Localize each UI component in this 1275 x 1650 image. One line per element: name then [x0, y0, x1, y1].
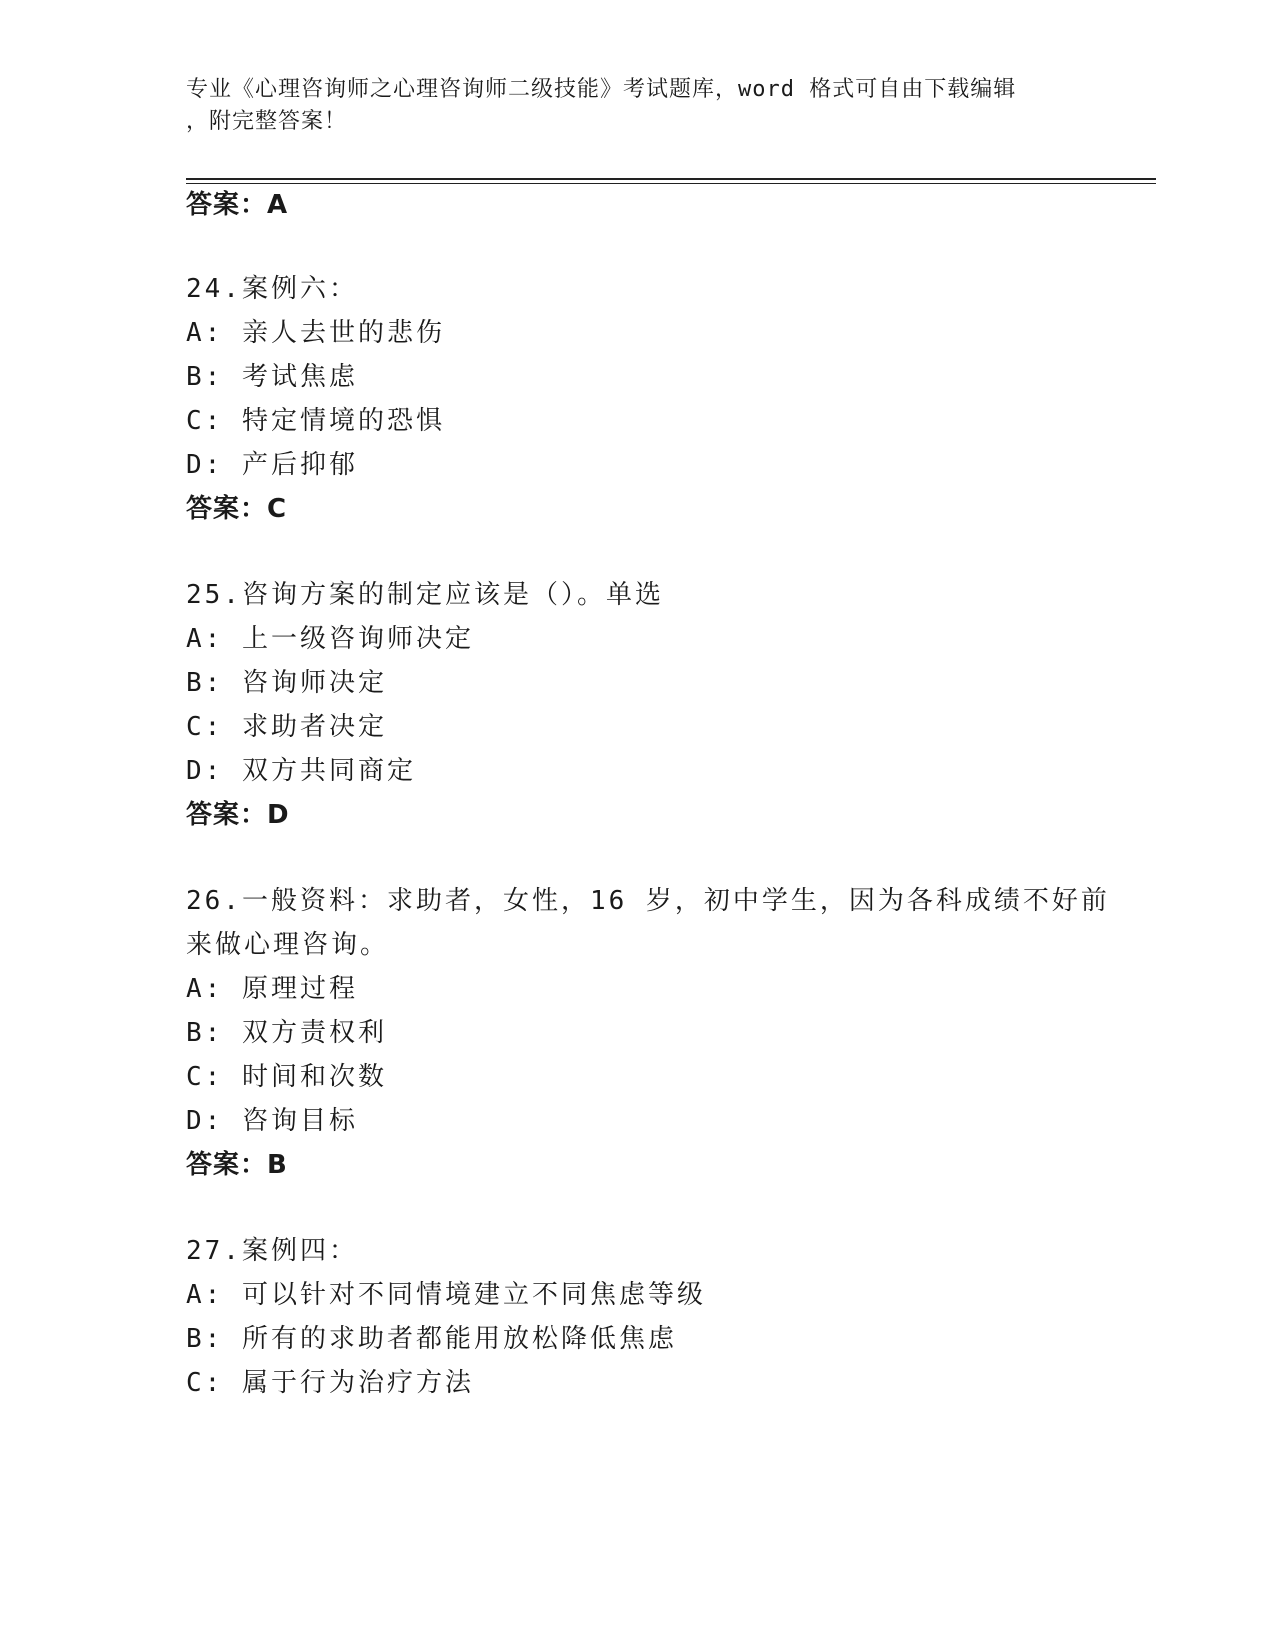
header-rule-thin — [186, 183, 1156, 184]
option-c: C: 时间和次数 — [186, 1062, 387, 1092]
option-b: B: 咨询师决定 — [186, 668, 387, 698]
option-a: A: 亲人去世的悲伤 — [186, 318, 445, 348]
option-a: A: 可以针对不同情境建立不同焦虑等级 — [186, 1280, 706, 1310]
answer-line: 答案：B — [186, 1150, 288, 1180]
option-a: A: 原理过程 — [186, 974, 358, 1004]
header-line-2: ，附完整答案！ — [186, 109, 348, 134]
question-stem: 25.咨询方案的制定应该是（）。单选 — [186, 580, 664, 610]
option-c: C: 特定情境的恐惧 — [186, 406, 445, 436]
answer-line: 答案：D — [186, 800, 290, 830]
option-b: B: 所有的求助者都能用放松降低焦虑 — [186, 1324, 677, 1354]
option-d: D: 咨询目标 — [186, 1106, 358, 1136]
answer-line: 答案：C — [186, 494, 288, 524]
option-b: B: 考试焦虑 — [186, 362, 358, 392]
answer-line: 答案：A — [186, 190, 289, 220]
header-line-1: 专业《心理咨询师之心理咨询师二级技能》考试题库，word 格式可自由下载编辑 — [186, 77, 1017, 102]
option-d: D: 双方共同商定 — [186, 756, 416, 786]
question-stem: 27.案例四： — [186, 1236, 358, 1266]
document-header — [186, 74, 1066, 138]
option-c: C: 求助者决定 — [186, 712, 387, 742]
question-stem: 26.一般资料：求助者，女性，16 岁，初中学生，因为各科成绩不好前 — [186, 886, 1110, 916]
question-stem-cont: 来做心理咨询。 — [186, 930, 390, 960]
option-b: B: 双方责权利 — [186, 1018, 387, 1048]
option-c: C: 属于行为治疗方法 — [186, 1368, 474, 1398]
question-stem: 24.案例六： — [186, 274, 358, 304]
option-a: A: 上一级咨询师决定 — [186, 624, 474, 654]
header-rule — [186, 178, 1156, 180]
option-d: D: 产后抑郁 — [186, 450, 358, 480]
